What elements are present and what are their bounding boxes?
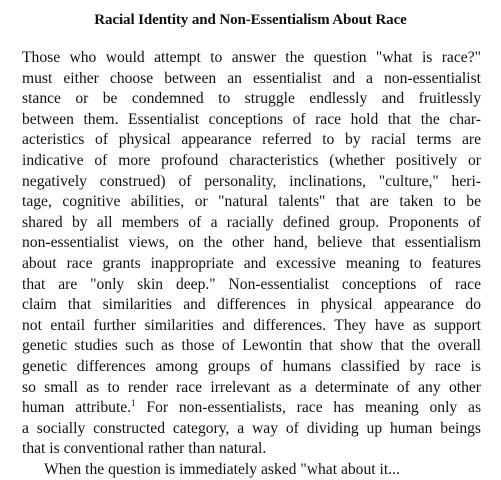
text-line: must either choose between an essentialist and a non-essentialist [22, 69, 481, 87]
text-line: not entail further similarities and differences. They have as support [22, 316, 481, 334]
text-line: tage, cognitive abilities, or "natural talents" that are taken to be [22, 193, 481, 211]
text-line: non-essentialist views, on the other hand, believe that essentialism [22, 234, 481, 252]
text-line: that are "only skin deep." Non-essentialist conceptions of race [22, 275, 481, 293]
text-line: about race grants inappropriate and excessive meaning to features [22, 254, 481, 272]
text-line: indicative of more profound characteristics (whether positively or [22, 151, 481, 169]
text-line: genetic studies such as those of Lewontin that show that the overall [22, 337, 481, 355]
text-line: stance or be condemned to struggle endlessly and fruitlessly [22, 90, 481, 108]
text-line: between them. Essentialist conceptions of race hold that the char- [22, 110, 481, 128]
text-line-partial: When the question is immediately asked "what about it... [44, 460, 400, 478]
text-line: claim that similarities and differences in physical appearance do [22, 296, 481, 314]
text-line: genetic differences among groups of humans classified by race is [22, 357, 481, 375]
section-title: Racial Identity and Non-Essentialism About Race [94, 12, 407, 28]
text-line: shared by all members of a racially defined group. Proponents of [22, 213, 481, 231]
body-paragraph [22, 48, 481, 480]
text-line: a socially constructed category, a way of dividing up human beings [22, 419, 481, 437]
text-line: acteristics of physical appearance referred to by racial terms are [22, 131, 481, 149]
text-segment: For non-essentialists, race has meaning only as [146, 399, 482, 417]
text-segment: human attribute. [22, 399, 132, 417]
text-line: so small as to render race irrelevant as a determinate of any other [22, 378, 481, 396]
text-line: Those who would attempt to answer the question "what is race?" [22, 49, 481, 66]
text-line: negatively construed) of personality, inclinations, "culture," heri- [22, 172, 481, 190]
text-line-with-footnote [22, 398, 481, 419]
text-line: that is conventional rather than natural. [22, 440, 267, 458]
footnote-marker[interactable]: 1 [131, 398, 136, 409]
